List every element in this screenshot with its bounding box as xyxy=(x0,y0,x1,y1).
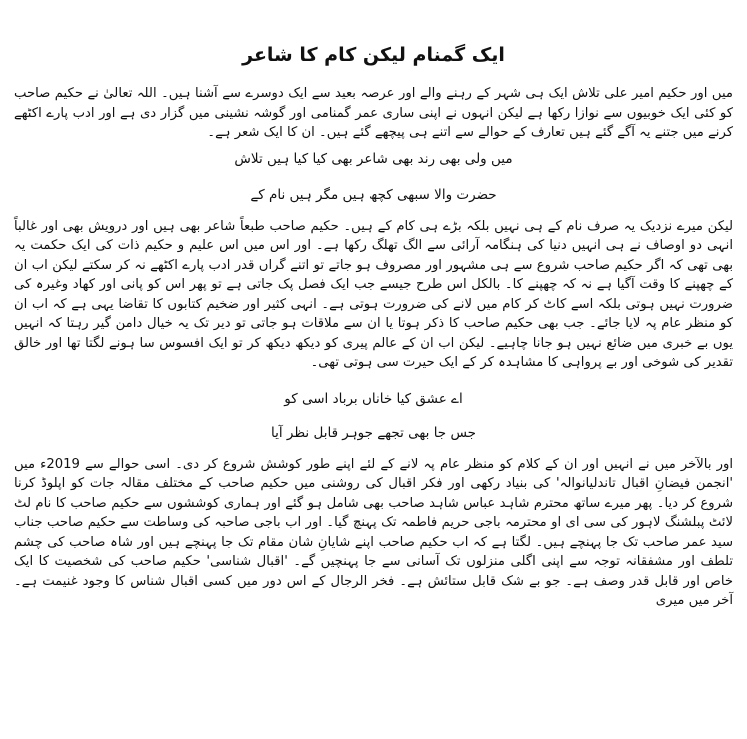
paragraph-intro: میں اور حکیم امیر علی تلاش ایک ہی شہر کے رہنے والے اور عرصہ بعید سے ایک دوسرے سے آشنا ہیں۔ اللہ تعالیٰ نے حکیم صاحب کو کئی ایک خوبیوں سے نوازا رکھا ہے لیکن انہوں نے اپنی ساری عمر گمنامی اور گوشہ نشینی میں گزار دی ہے اور ادب پارے اکٹھے کرنے میں جتنے یہ آگے گئے ہیں تعارف کے حوالے سے اتنے ہی پیچھے گئے ہیں۔ ان کا ایک شعر ہے۔ xyxy=(14,86,733,140)
verse-line: اے عشق کیا خاناں برباد اسی کو xyxy=(284,390,463,407)
article-title: ایک گمنام لیکن کام کا شاعر xyxy=(242,44,505,66)
paragraph-closing: اور بالآخر میں نے انہیں اور ان کے کلام کو منظر عام پہ لانے کے لئے اپنے طور کوشش شروع کر دی۔ اسی حوالے سے 2019ء میں 'انجمن فیضانِ اقبال تاندلیانوالہ' کی بنیاد رکھی اور فکر اقبال کی روشنی میں حکیم صاحب کے مختلف مقالہ جات کو اپلوڈ کرنا شروع کر دیا۔ پھر میرے ساتھ محترم شاہد عباس شاہد صاحب بھی شامل ہو گئے اور ہماری کوششوں سے حکیم صاحب کا نام لٹ لائٹ پبلشنگ لاہور کی سی ای او محترمہ باجی حریم فاطمہ تک پہنچ گیا۔ اور اب باجی صاحبہ کی وساطت سے حکیم صاحب جناب سید عمر صاحب تک جا پہنچے ہیں۔ لگتا ہے کہ اب حکیم صاحب اپنے شایانِ شان مقام تک جا پہنچے ہیں اور شاہ صاحب کی چشم تلطف اور مشفقانہ توجہ سے اپنی اگلی منزلوں تک آسانی سے جا پہنچیں گے۔ 'اقبال شناسی' حکیم صاحب کی شخصیت کا ایک خاص اور قابل قدر وصف ہے۔ جو بے شک قابل ستائش ہے۔ فخر الرجال کے اس دور میں کسی اقبال شناس کا وجود غنیمت ہے۔ آخر میں میری xyxy=(14,456,733,608)
verse-line: میں ولی بھی رند بھی شاعر بھی کیا کیا ہیں تلاش xyxy=(234,150,513,167)
paragraph-body: لیکن میرے نزدیک یہ صرف نام کے ہی نہیں بلکہ بڑے ہی کام کے ہیں۔ حکیم صاحب طبعاً شاعر بھی ہیں اور درویش بھی اور غالباً انہی دو اوصاف نے ہی انہیں دنیا کی ہنگامہ آرائی سے الگ تھلگ رکھا ہے۔ اور اس میں اس علیم و حکیم ذات کی ایک حکمت یہ بھی تھی کہ اگر حکیم صاحب شروع سے ہی مشہور اور مصروف ہو جاتے تو اتنے گراں قدر ادب پارے اکٹھے نہ کر سکتے لیکن اب ان کے چھپنے کا وقت آگیا ہے نہ کہ چھپنے کا۔ بالکل اس طرح جیسے جب ایک فصل پک جاتی ہے تو پھر اس کو پانی اور کھاد وغیرہ کی ضرورت نہیں ہوتی بلکہ اسے کاٹ کر کام میں لانے کی ضرورت ہوتی ہے۔ انہی کثیر اور ضخیم کتابوں کا تقاضا یہی ہے کہ اب ان کو منظر عام پہ لایا جائے۔ جب بھی حکیم صاحب کا ذکر ہوتا یا ان سے ملاقات ہو جاتی تو دیر تک یہ خیال دامن گیر رہتا کہ انہیں یوں بے خبری میں ضائع نہیں ہو جانا چاہیے۔ لیکن اب ان کے عالم پیری کو دیکھ دیکھ کر تو ایک افسوس سا ہونے لگتا تھا اور خالق تقدیر کی شوخی اور بے پرواہی کا مشاہدہ کر کے ایک حیرت سی ہوتی تھی۔ xyxy=(14,218,733,370)
verse-line: حضرت والا سبھی کچھ ہیں مگر ہیں نام کے xyxy=(250,186,497,203)
verse-couplet-2 xyxy=(14,389,733,443)
verse-line: جس جا بھی تجھے جوہر قابل نظر آیا xyxy=(270,424,477,441)
verse-couplet-1 xyxy=(14,149,733,205)
